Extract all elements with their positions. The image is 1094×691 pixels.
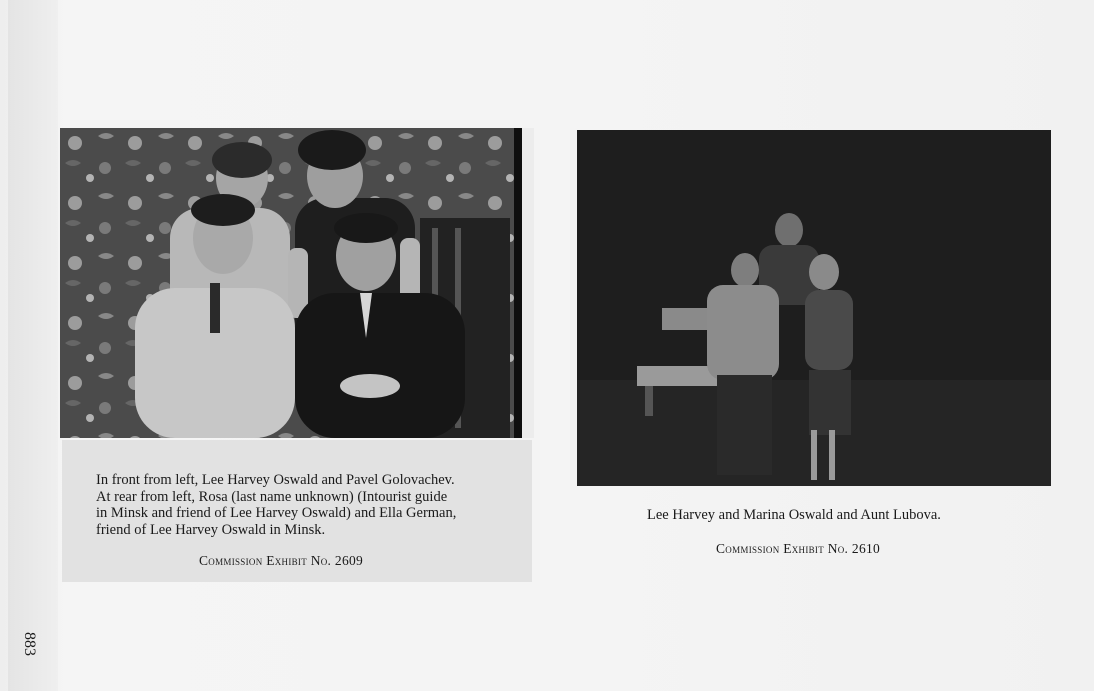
- page-fold-shadow: [8, 0, 58, 691]
- caption-line: in Minsk and friend of Lee Harvey Oswald) and Ella German,: [96, 505, 457, 521]
- exhibit-label-2609: Commission Exhibit No. 2609: [199, 553, 364, 568]
- caption-line: In front from left, Lee Harvey Oswald and Pavel Golovachev.: [96, 472, 455, 488]
- exhibit-label-2610: Commission Exhibit No. 2610: [716, 541, 881, 556]
- caption-exhibit-2610: Lee Harvey and Marina Oswald and Aunt Lubova.: [647, 507, 941, 523]
- page-number: 883: [21, 632, 38, 656]
- photo-exhibit-2610: [577, 130, 1051, 486]
- caption-line: friend of Lee Harvey Oswald in Minsk.: [96, 521, 326, 538]
- caption-line: At rear from left, Rosa (last name unknown) (Intourist guide: [96, 488, 448, 505]
- photo-illustration: [60, 128, 534, 438]
- photo-exhibit-2609: [60, 128, 534, 438]
- caption-exhibit-2609: [96, 472, 516, 538]
- photo-illustration: [577, 130, 1051, 486]
